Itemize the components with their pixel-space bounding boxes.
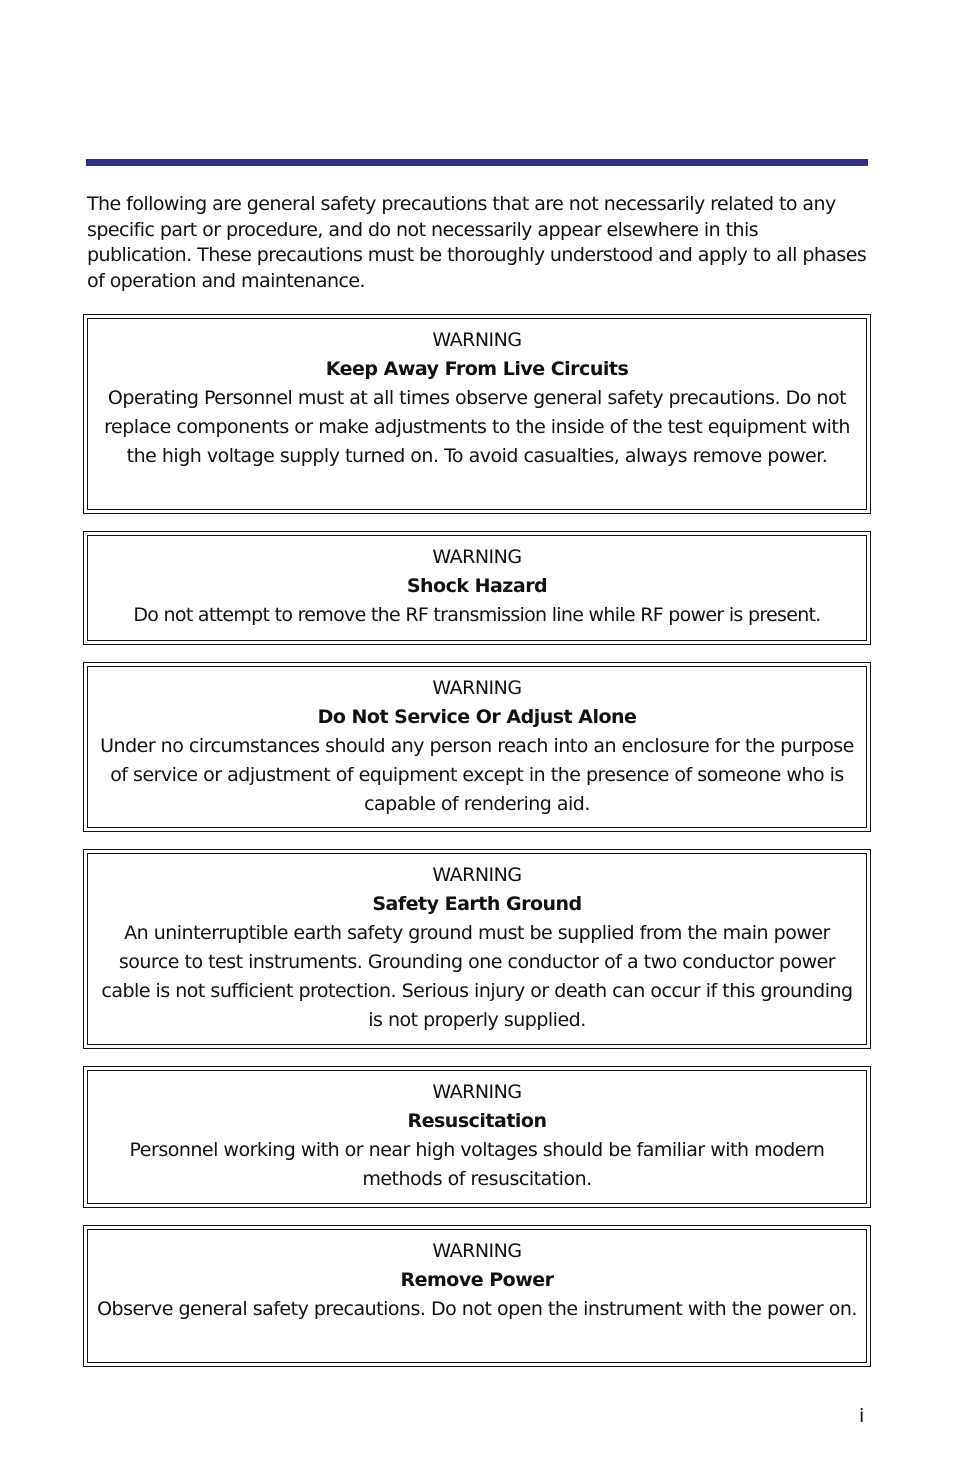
warning-heading: WARNING <box>432 677 522 699</box>
warning-heading: WARNING <box>432 1081 522 1103</box>
warning-box-remove-power <box>83 1225 871 1367</box>
warning-heading: WARNING <box>432 864 522 886</box>
warning-inner-frame <box>87 1229 867 1363</box>
warning-box-earth-ground <box>83 849 871 1049</box>
warning-text: Personnel working with or near high voltages should be familiar with modern methods of resuscitation. <box>129 1139 825 1190</box>
warning-inner-frame <box>87 853 867 1045</box>
warning-heading: WARNING <box>432 546 522 568</box>
warning-inner-frame <box>87 535 867 641</box>
warning-box-resuscitation <box>83 1066 871 1208</box>
warning-text: Under no circumstances should any person reach into an enclosure for the purpose of service or adjustment of equipment except in the presence of someone who is capable of rendering aid. <box>100 735 854 815</box>
warning-title: Do Not Service Or Adjust Alone <box>317 706 637 728</box>
warning-inner-frame <box>87 666 867 828</box>
page-number: i <box>859 1405 865 1427</box>
warning-text: Do not attempt to remove the RF transmission line while RF power is present. <box>133 604 821 626</box>
intro-paragraph: The following are general safety precautions that are not necessarily related to any specific part or procedure, and do not necessarily appear elsewhere in this publication. These precautions must be thoroughly understood and apply to all phases of operation and maintenance. <box>87 193 867 292</box>
warning-title: Safety Earth Ground <box>372 893 582 915</box>
warning-heading: WARNING <box>432 329 522 351</box>
warning-text: An uninterruptible earth safety ground must be supplied from the main power source to test instruments. Grounding one conductor of a two conductor power cable is not sufficient protection. Serious injury or death can occur if this grounding is not properly supplied. <box>101 922 853 1031</box>
warning-title: Keep Away From Live Circuits <box>325 358 629 380</box>
warning-text: Operating Personnel must at all times observe general safety precautions. Do not replace components or make adjustments to the inside of the test equipment with the high voltage supply turned on. To avoid casualties, always remove power. <box>104 387 850 467</box>
warning-inner-frame <box>87 318 867 510</box>
warning-heading: WARNING <box>432 1240 522 1262</box>
warning-title: Shock Hazard <box>406 575 548 597</box>
warning-box-live-circuits <box>83 314 871 514</box>
warning-text: Observe general safety precautions. Do not open the instrument with the power on. <box>97 1298 857 1320</box>
warning-box-service-alone <box>83 662 871 832</box>
warning-title: Remove Power <box>400 1269 554 1291</box>
warning-box-shock-hazard <box>83 531 871 645</box>
header-rule <box>86 159 868 166</box>
warning-inner-frame <box>87 1070 867 1204</box>
warning-title: Resuscitation <box>407 1110 547 1132</box>
